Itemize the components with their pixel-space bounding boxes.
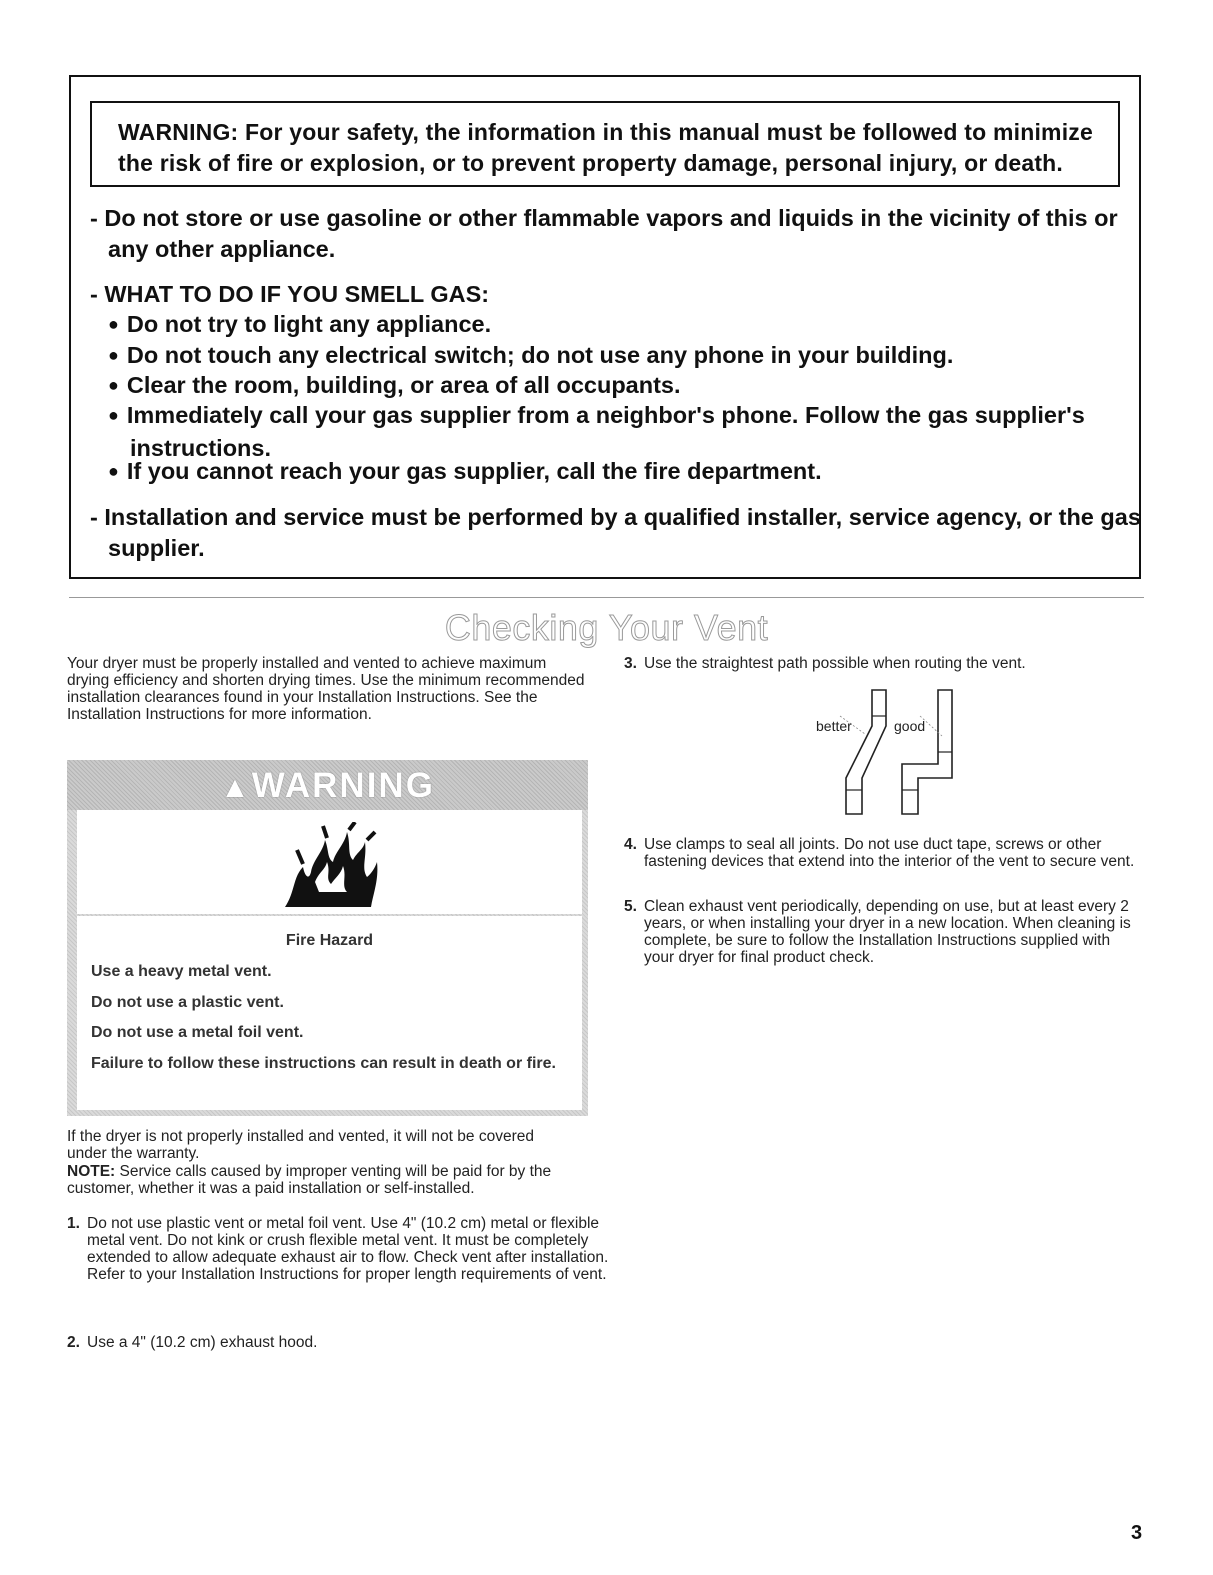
label-better: better [816, 718, 852, 734]
step-item [624, 836, 1164, 870]
vent-routing-diagram [810, 686, 970, 823]
fire-hazard-icon [275, 822, 385, 912]
step-number: 1. [67, 1215, 80, 1232]
step-number: 3. [624, 655, 637, 672]
intro-paragraph: Your dryer must be properly installed and vented to achieve maximum drying efficiency and shorten drying times. Use the minimum recommended installation clearances found in your Installation Instructions. See the Installation Instructions for more information. [67, 655, 585, 723]
step-item [67, 1334, 609, 1351]
step-text: Use clamps to seal all joints. Do not use duct tape, screws or other fastening devices that extend into the interior of the vent to secure vent. [644, 836, 1135, 870]
note-paragraph [67, 1163, 582, 1197]
warning-banner-text [67, 766, 588, 808]
bullet-icon: ● [108, 405, 119, 425]
safety-bullet-text: Do not try to light any appliance. [126, 311, 492, 337]
safety-bullet [108, 400, 1140, 464]
hazard-title: Fire Hazard [285, 932, 374, 949]
step-text: Do not use plastic vent or metal foil vent. Use 4" (10.2 cm) metal or flexible metal vent. Do not kink or crush flexible metal vent. It must be completely extended to allow adequate exhaust air to flow. Check vent after installation. Refer to your Installation Instructions for proper length requirements of vent. [87, 1215, 609, 1283]
warning-banner [67, 760, 588, 810]
bullet-icon: ● [108, 345, 119, 365]
warning-line: Use a heavy metal vent. [91, 963, 272, 980]
safety-bullet [108, 309, 1140, 342]
warning-line: Do not use a plastic vent. [91, 994, 284, 1011]
warning-line: Failure to follow these instructions can result in death or fire. [91, 1055, 556, 1072]
safety-bullet [108, 370, 1140, 403]
warning-text-area [77, 916, 582, 1110]
step-number: 4. [624, 836, 637, 853]
warning-banner-label: WARNING [251, 766, 435, 805]
bullet-icon: ● [108, 461, 119, 481]
step-item [624, 898, 1144, 966]
step-text: Clean exhaust vent periodically, depending on use, but at least every 2 years, or when installing your dryer in a new location. When cleaning is complete, be sure to follow the Installation Instructions supplied with your dryer for final product check. [644, 898, 1131, 966]
safety-bullet-text: Immediately call your gas supplier from a neighbor's phone. Follow the gas supplier's instructions. [126, 402, 1085, 461]
note-label: NOTE: [67, 1163, 116, 1180]
bullet-icon: ● [108, 314, 119, 334]
safety-bullet [108, 456, 1140, 489]
section-divider [69, 597, 1144, 598]
safety-bullet [108, 340, 1140, 373]
safety-warning-heading: WARNING: For your safety, the information in this manual must be followed to minimize the risk of fire or explosion, or to prevent property damage, personal injury, or death. [90, 101, 1120, 187]
page-number: 3 [1131, 1522, 1143, 1544]
note-text: Service calls caused by improper venting will be paid for by the customer, whether it was a paid installation or self-installed. [67, 1163, 552, 1197]
warning-triangle-icon: ▲ [220, 771, 252, 804]
step-text: Use the straightest path possible when routing the vent. [644, 655, 1026, 672]
label-good: good [894, 718, 926, 734]
warning-image-area [77, 810, 582, 914]
safety-bullet-text: Do not touch any electrical switch; do not use any phone in your building. [126, 342, 954, 368]
step-text: Use a 4" (10.2 cm) exhaust hood. [87, 1334, 318, 1351]
step-item [67, 1215, 609, 1283]
vent-path-illustration [810, 686, 970, 818]
safety-bullet-text: If you cannot reach your gas supplier, call the fire department. [126, 458, 822, 484]
bullet-icon: ● [108, 375, 119, 395]
warranty-paragraph: If the dryer is not properly installed and vented, it will not be covered under the warranty. [67, 1128, 534, 1162]
section-title: Checking Your Vent [444, 607, 769, 648]
safety-item-smell-gas: - WHAT TO DO IF YOU SMELL GAS: [90, 281, 490, 307]
safety-bullet-text: Clear the room, building, or area of all occupants. [126, 372, 681, 398]
step-number: 2. [67, 1334, 80, 1351]
warning-line: Do not use a metal foil vent. [91, 1024, 304, 1041]
step-item [624, 655, 1164, 672]
step-number: 5. [624, 898, 637, 915]
safety-item-flammables: - Do not store or use gasoline or other flammable vapors and liquids in the vicinity of this or any other appliance. [90, 205, 1118, 262]
safety-item-installation: - Installation and service must be performed by a qualified installer, service agency, or the gas supplier. [90, 504, 1141, 561]
